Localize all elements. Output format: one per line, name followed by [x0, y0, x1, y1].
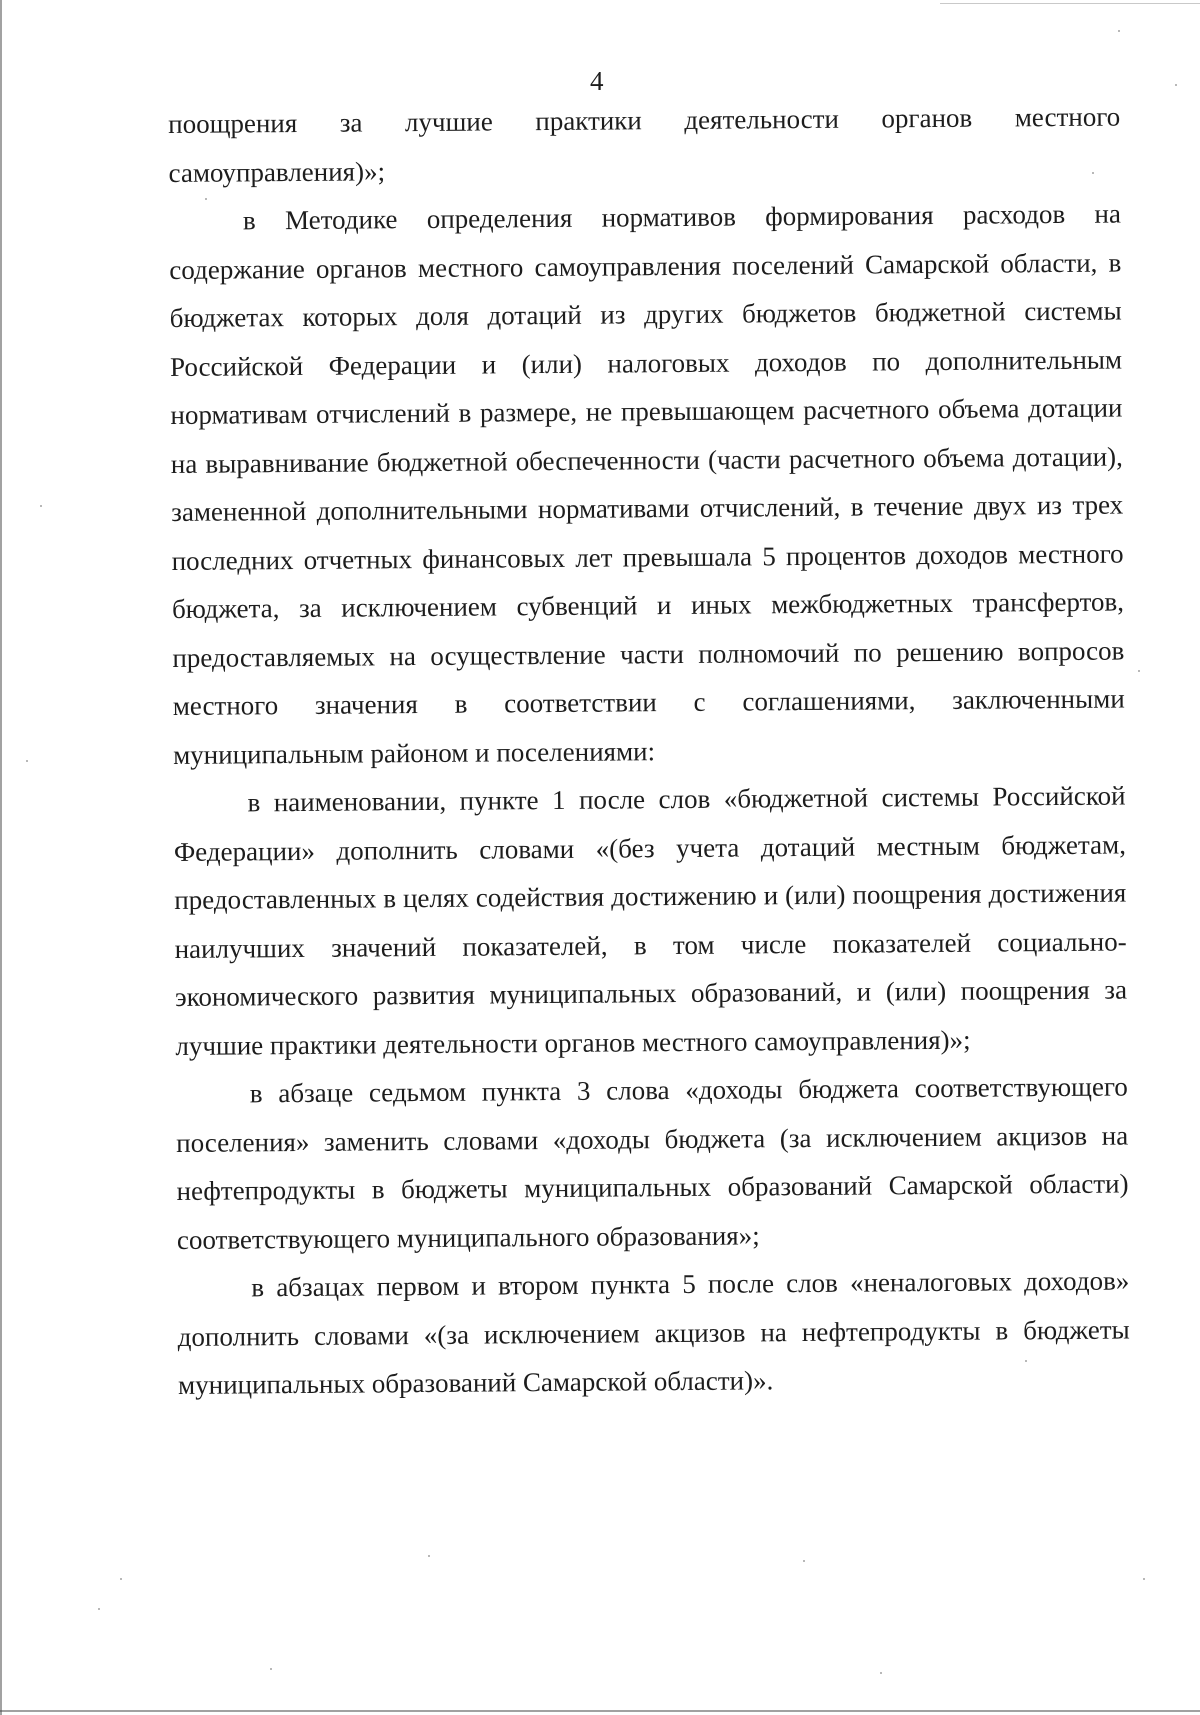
scan-speck [40, 505, 42, 507]
scan-edge-bottom [0, 1710, 1200, 1712]
paragraph-methodology-amendment: в Методике определения нормативов формирования расходов на содержание органов местного самоуправления поселений Самарской области, в бюджетах которых доля дотаций из других бюджетов бюджетной системы Российской Федерации и (или) налоговых доходов по дополнительным нормативам отчислений в размере, не превышающем расчетного объема дотации на выравнивание бюджетной обеспеченности (части расчетного объема дотации), замененной дополнительными нормативами отчислений, в течение двух из трех последних отчетных финансовых лет превышала 5 процентов доходов местного бюджета, за исключением субвенций и иных межбюджетных трансфертов, предоставляемых на осуществление части полномочий по решению вопросов местного значения в соответствии с соглашениями, заключенными муниципальным районом и поселениями: [169, 198, 1125, 770]
paragraph-clause-5-amendment: в абзацах первом и втором пункта 5 после слов «неналоговых доходов» дополнить словами «(за исключением акцизов на нефтепродукты в бюджеты муниципальных образований Самарской области)». [177, 1265, 1130, 1400]
scan-speck [1025, 1360, 1027, 1362]
scan-speck [428, 1555, 430, 1557]
scan-speck [1175, 84, 1177, 86]
scan-speck [1138, 670, 1140, 672]
document-body [168, 93, 1130, 1410]
scan-speck [98, 1608, 100, 1610]
scan-speck [270, 1668, 272, 1670]
scan-speck [1118, 30, 1120, 32]
scan-edge-left [0, 0, 2, 1715]
scan-speck [120, 1578, 122, 1580]
scan-edge-top [940, 3, 1200, 4]
scan-speck [1143, 1578, 1145, 1580]
paragraph-title-clause-1-amendment: в наименовании, пункте 1 после слов «бюджетной системы Российской Федерации» дополнить словами «(без учета дотаций местным бюджетам, предоставленных в целях содействия достижению и (или) поощрения достижения наилучших значений показателей, в том числе показателей социально-экономического развития муниципальных образований, и (или) поощрения за лучшие практики деятельности органов местного самоуправления)»; [173, 780, 1128, 1061]
paragraph-continuation: поощрения за лучшие практики деятельности органов местного самоуправления)»; [168, 101, 1121, 188]
scan-speck [1092, 172, 1094, 174]
scan-speck [880, 1672, 882, 1674]
scan-speck [205, 198, 207, 200]
page-number: 4 [590, 66, 604, 96]
scan-speck [803, 1560, 805, 1562]
paragraph-clause-3-amendment: в абзаце седьмом пункта 3 слова «доходы бюджета соответствующего поселения» заменить словами «доходы бюджета (за исключением акцизов на нефтепродукты в бюджеты муниципальных образований Самарской области) соответствующего муниципального образования»; [176, 1071, 1129, 1255]
scan-speck [26, 760, 28, 762]
